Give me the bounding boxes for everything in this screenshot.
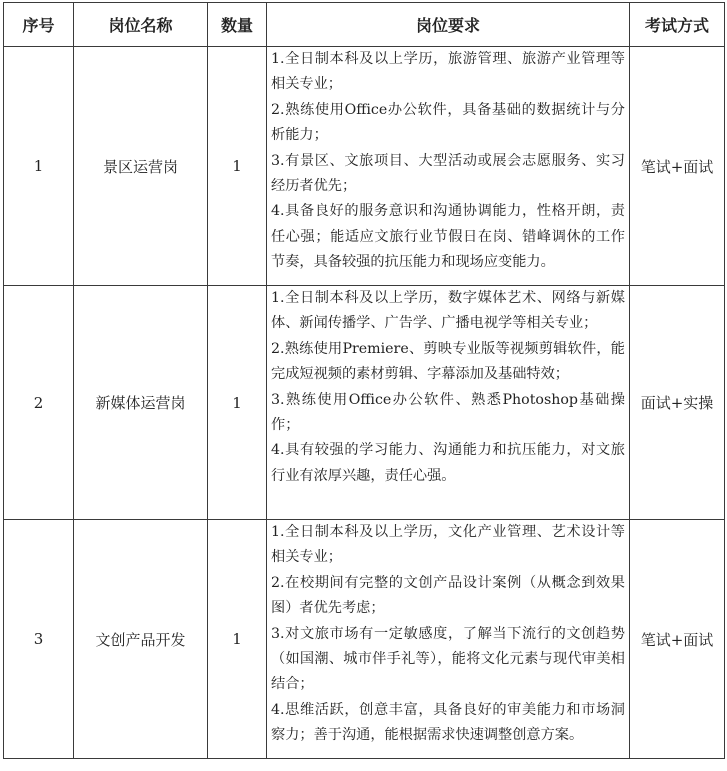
requirement-item: 4.具有较强的学习能力、沟通能力和抗压能力，对文旅行业有浓厚兴趣，责任心强。	[271, 442, 625, 484]
table-row	[4, 47, 725, 286]
cell-count: 1	[208, 286, 267, 520]
header-count: 数量	[208, 3, 267, 47]
requirement-item: 3.熟练使用Office办公软件、熟悉Photoshop基础操作；	[271, 391, 625, 434]
requirement-item: 2.熟练使用Office办公软件，具备基础的数据统计与分析能力；	[271, 101, 625, 144]
cell-requirements	[267, 47, 630, 286]
requirement-item: 3.有景区、文旅项目、大型活动或展会志愿服务、实习经历者优先；	[271, 152, 625, 195]
cell-index: 3	[4, 520, 74, 759]
cell-count: 1	[208, 520, 267, 759]
cell-requirements	[267, 520, 630, 759]
cell-index: 1	[4, 47, 74, 286]
cell-count: 1	[208, 47, 267, 286]
requirement-item: 4.具备良好的服务意识和沟通协调能力，性格开朗，责任心强；能适应文旅行业节假日在岗、错峰调休的工作节奏，具备较强的抗压能力和现场应变能力。	[271, 203, 625, 271]
header-index: 序号	[4, 3, 74, 47]
cell-requirements	[267, 286, 630, 520]
cell-position-name: 文创产品开发	[74, 520, 208, 759]
cell-exam-method: 笔试+面试	[630, 520, 725, 759]
header-exam-method: 考试方式	[630, 3, 725, 47]
requirement-item: 2.在校期间有完整的文创产品设计案例（从概念到效果图）者优先考虑；	[271, 574, 625, 617]
requirement-item: 1.全日制本科及以上学历，数字媒体艺术、网络与新媒体、新闻传播学、广告学、广播电视学等相关专业；	[271, 290, 625, 332]
job-requirements-table	[3, 2, 725, 759]
cell-exam-method: 面试+实操	[630, 286, 725, 520]
requirement-item: 3.对文旅市场有一定敏感度，了解当下流行的文创趋势（如国潮、城市伴手礼等），能将文化元素与现代审美相结合；	[271, 625, 625, 693]
cell-index: 2	[4, 286, 74, 520]
table-row	[4, 286, 725, 520]
header-requirements: 岗位要求	[267, 3, 630, 47]
cell-position-name: 景区运营岗	[74, 47, 208, 286]
requirement-item: 4.思维活跃，创意丰富，具备良好的审美能力和市场洞察力；善于沟通，能根据需求快速调整创意方案。	[271, 701, 625, 744]
table-header	[4, 3, 725, 47]
cell-exam-method: 笔试+面试	[630, 47, 725, 286]
header-row	[4, 3, 725, 47]
table-row	[4, 520, 725, 759]
requirement-item: 1.全日制本科及以上学历，旅游管理、旅游产业管理等相关专业；	[271, 51, 625, 93]
requirement-item: 2.熟练使用Premiere、剪映专业版等视频剪辑软件，能完成短视频的素材剪辑、字幕添加及基础特效；	[271, 340, 625, 383]
requirement-item: 1.全日制本科及以上学历，文化产业管理、艺术设计等相关专业；	[271, 524, 625, 566]
header-position-name: 岗位名称	[74, 3, 208, 47]
cell-position-name: 新媒体运营岗	[74, 286, 208, 520]
table-body	[4, 47, 725, 759]
